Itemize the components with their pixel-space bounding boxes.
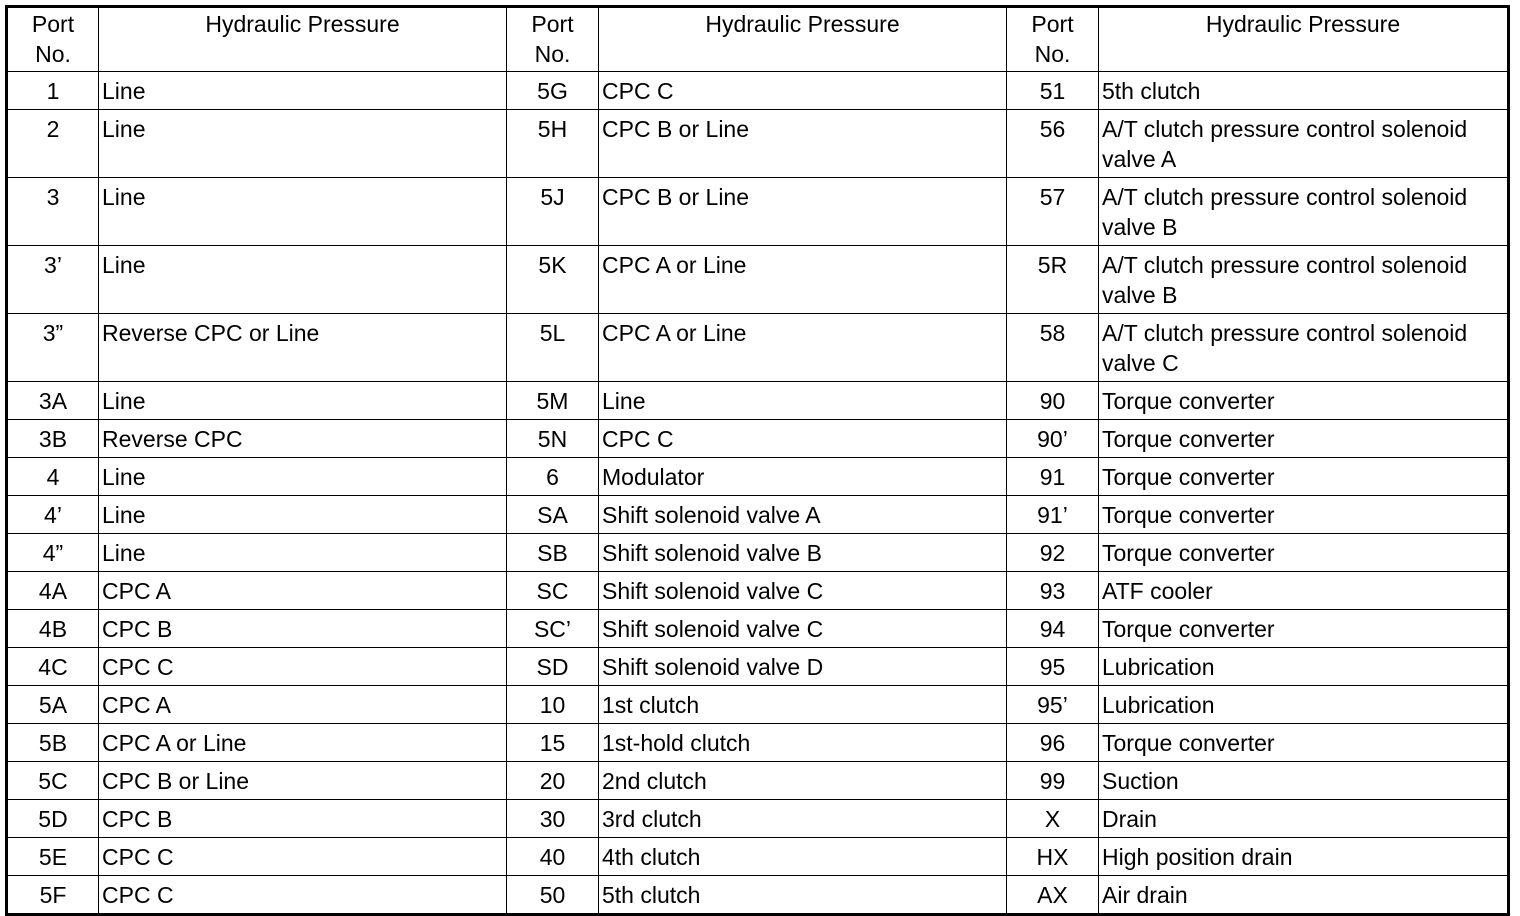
table-row: [7, 72, 1509, 110]
hydraulic-pressure-cell: Torque converter: [1099, 534, 1509, 572]
hydraulic-pressure-cell: CPC A: [99, 572, 507, 610]
port-number-cell: 50: [507, 876, 599, 915]
hydraulic-pressure-cell: Reverse CPC: [99, 420, 507, 458]
port-number-cell: 90: [1007, 382, 1099, 420]
hydraulic-pressure-cell: A/T clutch pressure control solenoid valve C: [1099, 314, 1509, 382]
port-number-cell: 3”: [7, 314, 99, 382]
port-number-header: Port No.: [507, 7, 599, 72]
port-number-cell: 4: [7, 458, 99, 496]
port-number-cell: 4A: [7, 572, 99, 610]
port-number-cell: SB: [507, 534, 599, 572]
hydraulic-pressure-cell: 1st-hold clutch: [599, 724, 1007, 762]
hydraulic-pressure-cell: A/T clutch pressure control solenoid valve B: [1099, 178, 1509, 246]
hydraulic-pressure-cell: 4th clutch: [599, 838, 1007, 876]
hydraulic-pressure-cell: Shift solenoid valve C: [599, 610, 1007, 648]
port-number-header: Port No.: [7, 7, 99, 72]
port-number-cell: 4C: [7, 648, 99, 686]
table-row: [7, 178, 1509, 246]
hydraulic-pressure-cell: Lubrication: [1099, 648, 1509, 686]
hydraulic-pressure-cell: 5th clutch: [599, 876, 1007, 915]
hydraulic-pressure-cell: CPC C: [99, 876, 507, 915]
hydraulic-pressure-cell: 1st clutch: [599, 686, 1007, 724]
port-number-cell: 10: [507, 686, 599, 724]
hydraulic-pressure-cell: Torque converter: [1099, 420, 1509, 458]
table-row: [7, 610, 1509, 648]
table-row: [7, 762, 1509, 800]
hydraulic-pressure-cell: CPC B or Line: [99, 762, 507, 800]
port-number-cell: 5A: [7, 686, 99, 724]
port-number-cell: 90’: [1007, 420, 1099, 458]
hydraulic-pressure-cell: Shift solenoid valve A: [599, 496, 1007, 534]
hydraulic-pressure-cell: Line: [99, 534, 507, 572]
port-number-cell: HX: [1007, 838, 1099, 876]
port-number-cell: 58: [1007, 314, 1099, 382]
table-row: [7, 496, 1509, 534]
hydraulic-pressure-cell: Reverse CPC or Line: [99, 314, 507, 382]
hydraulic-pressure-cell: A/T clutch pressure control solenoid valve B: [1099, 246, 1509, 314]
hydraulic-pressure-cell: Line: [99, 382, 507, 420]
port-number-cell: X: [1007, 800, 1099, 838]
hydraulic-pressure-cell: 3rd clutch: [599, 800, 1007, 838]
port-number-cell: 2: [7, 110, 99, 178]
table-row: [7, 686, 1509, 724]
hydraulic-pressure-cell: CPC C: [99, 838, 507, 876]
hydraulic-pressure-cell: 2nd clutch: [599, 762, 1007, 800]
port-number-cell: 4”: [7, 534, 99, 572]
table-row: [7, 838, 1509, 876]
table-row: [7, 648, 1509, 686]
table-row: [7, 314, 1509, 382]
port-number-cell: 3’: [7, 246, 99, 314]
port-number-cell: 5F: [7, 876, 99, 915]
table-row: [7, 800, 1509, 838]
hydraulic-pressure-cell: CPC A: [99, 686, 507, 724]
table-body: [7, 72, 1509, 915]
port-number-cell: 4’: [7, 496, 99, 534]
table-header: [7, 7, 1509, 72]
port-number-cell: 56: [1007, 110, 1099, 178]
table-row: [7, 110, 1509, 178]
table-row: [7, 724, 1509, 762]
port-number-cell: AX: [1007, 876, 1099, 915]
port-number-cell: 6: [507, 458, 599, 496]
hydraulic-pressure-cell: Torque converter: [1099, 496, 1509, 534]
hydraulic-pressure-cell: Line: [599, 382, 1007, 420]
port-number-cell: SC: [507, 572, 599, 610]
port-number-cell: 5J: [507, 178, 599, 246]
hydraulic-pressure-cell: CPC A or Line: [599, 246, 1007, 314]
hydraulic-pressure-cell: Lubrication: [1099, 686, 1509, 724]
port-number-cell: 5D: [7, 800, 99, 838]
hydraulic-pressure-cell: Line: [99, 458, 507, 496]
hydraulic-pressure-cell: CPC B: [99, 800, 507, 838]
port-number-cell: 91: [1007, 458, 1099, 496]
hydraulic-pressure-cell: Torque converter: [1099, 610, 1509, 648]
port-number-cell: 5L: [507, 314, 599, 382]
port-number-cell: 51: [1007, 72, 1099, 110]
table-row: [7, 458, 1509, 496]
hydraulic-pressure-cell: Shift solenoid valve D: [599, 648, 1007, 686]
port-number-cell: 92: [1007, 534, 1099, 572]
port-number-header: Port No.: [1007, 7, 1099, 72]
hydraulic-pressure-cell: CPC C: [99, 648, 507, 686]
port-number-cell: 40: [507, 838, 599, 876]
hydraulic-port-table: [5, 5, 1510, 916]
table-row: [7, 876, 1509, 915]
port-number-cell: 96: [1007, 724, 1099, 762]
hydraulic-pressure-cell: High position drain: [1099, 838, 1509, 876]
hydraulic-pressure-cell: Air drain: [1099, 876, 1509, 915]
port-number-cell: 5N: [507, 420, 599, 458]
hydraulic-pressure-cell: Suction: [1099, 762, 1509, 800]
hydraulic-pressure-cell: CPC A or Line: [99, 724, 507, 762]
hydraulic-pressure-cell: Torque converter: [1099, 458, 1509, 496]
hydraulic-pressure-cell: CPC B or Line: [599, 178, 1007, 246]
hydraulic-pressure-header: Hydraulic Pressure: [99, 7, 507, 72]
hydraulic-pressure-cell: ATF cooler: [1099, 572, 1509, 610]
hydraulic-pressure-cell: Line: [99, 72, 507, 110]
port-number-cell: 30: [507, 800, 599, 838]
port-number-cell: SD: [507, 648, 599, 686]
port-number-cell: 15: [507, 724, 599, 762]
port-number-cell: 5K: [507, 246, 599, 314]
port-number-cell: 5M: [507, 382, 599, 420]
hydraulic-pressure-cell: Drain: [1099, 800, 1509, 838]
table-row: [7, 420, 1509, 458]
hydraulic-pressure-cell: CPC C: [599, 72, 1007, 110]
port-number-cell: 94: [1007, 610, 1099, 648]
table-row: [7, 246, 1509, 314]
port-number-cell: 5E: [7, 838, 99, 876]
port-number-cell: 93: [1007, 572, 1099, 610]
port-number-cell: SC’: [507, 610, 599, 648]
port-number-cell: 3: [7, 178, 99, 246]
port-number-cell: 57: [1007, 178, 1099, 246]
hydraulic-pressure-cell: Shift solenoid valve C: [599, 572, 1007, 610]
hydraulic-pressure-cell: Torque converter: [1099, 724, 1509, 762]
hydraulic-pressure-cell: 5th clutch: [1099, 72, 1509, 110]
port-number-cell: 91’: [1007, 496, 1099, 534]
port-number-cell: 99: [1007, 762, 1099, 800]
port-number-cell: 5G: [507, 72, 599, 110]
port-number-cell: 5C: [7, 762, 99, 800]
port-number-cell: 5B: [7, 724, 99, 762]
port-number-cell: 1: [7, 72, 99, 110]
hydraulic-pressure-cell: Line: [99, 496, 507, 534]
port-number-cell: 5R: [1007, 246, 1099, 314]
hydraulic-pressure-cell: Line: [99, 110, 507, 178]
hydraulic-pressure-cell: CPC C: [599, 420, 1007, 458]
hydraulic-pressure-cell: Line: [99, 246, 507, 314]
port-number-cell: SA: [507, 496, 599, 534]
header-row: [7, 7, 1509, 72]
port-number-cell: 95’: [1007, 686, 1099, 724]
port-number-cell: 3B: [7, 420, 99, 458]
hydraulic-pressure-cell: CPC B or Line: [599, 110, 1007, 178]
hydraulic-pressure-cell: Shift solenoid valve B: [599, 534, 1007, 572]
hydraulic-pressure-cell: Line: [99, 178, 507, 246]
hydraulic-pressure-cell: CPC A or Line: [599, 314, 1007, 382]
port-number-cell: 5H: [507, 110, 599, 178]
port-number-cell: 3A: [7, 382, 99, 420]
table-row: [7, 382, 1509, 420]
hydraulic-pressure-cell: CPC B: [99, 610, 507, 648]
hydraulic-pressure-header: Hydraulic Pressure: [1099, 7, 1509, 72]
port-number-cell: 95: [1007, 648, 1099, 686]
table-row: [7, 572, 1509, 610]
hydraulic-pressure-cell: Modulator: [599, 458, 1007, 496]
hydraulic-pressure-cell: Torque converter: [1099, 382, 1509, 420]
port-number-cell: 20: [507, 762, 599, 800]
table-row: [7, 534, 1509, 572]
port-number-cell: 4B: [7, 610, 99, 648]
hydraulic-pressure-cell: A/T clutch pressure control solenoid valve A: [1099, 110, 1509, 178]
hydraulic-pressure-header: Hydraulic Pressure: [599, 7, 1007, 72]
